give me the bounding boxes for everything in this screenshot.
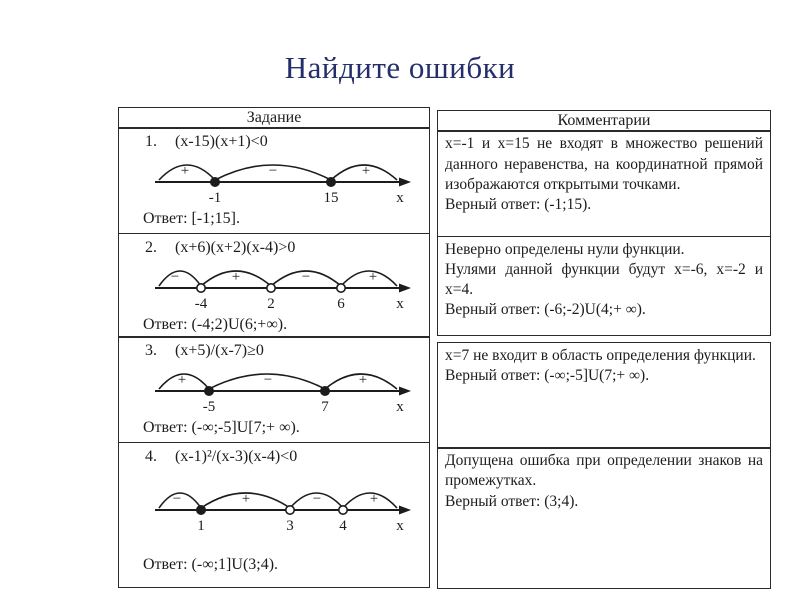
correct-answer-text: Верный ответ: (-1;15).: [445, 195, 592, 213]
point-label: 4: [339, 517, 347, 534]
answer-text: Ответ: (-4;2)U(6;+∞).: [143, 315, 288, 333]
open-point: [286, 505, 294, 513]
problem-formula: (x-1)²/(x-3)(x-4)<0: [175, 447, 298, 465]
interval-sign: −: [263, 372, 273, 389]
number-line-holder: [153, 152, 429, 210]
interval-sign: +: [361, 163, 371, 180]
open-point: [267, 284, 275, 292]
problem-statement: [145, 448, 429, 466]
problem-number: 2.: [145, 238, 157, 256]
point-label: 2: [267, 295, 275, 312]
comment-lines: [445, 451, 763, 491]
comment-row-4: [437, 447, 771, 589]
problem-number: 3.: [145, 342, 157, 360]
interval-sign: +: [368, 268, 378, 285]
comment-text: х=-1 и х=15 не входят в множество решений данного неравенства, на координатной прямой изображаются открытыми точками.: [445, 135, 763, 193]
axis-arrow-icon: [399, 178, 411, 187]
filled-point: [197, 505, 205, 513]
axis-label: x: [396, 190, 404, 207]
point-label: 6: [337, 295, 345, 312]
filled-point: [211, 178, 219, 186]
interval-sign: −: [170, 268, 180, 285]
number-line-holder: [153, 361, 429, 419]
comment-row-1: [437, 130, 771, 237]
point-label: 7: [321, 399, 329, 416]
number-line-svg: [153, 361, 419, 419]
problem-formula: (x+6)(x+2)(x-4)>0: [175, 238, 296, 256]
comment-lines: [445, 134, 763, 194]
filled-point: [321, 387, 329, 395]
point-label: -5: [202, 399, 216, 416]
problem-statement: [145, 239, 429, 257]
interval-sign: +: [369, 490, 379, 507]
interval-sign: −: [268, 163, 278, 180]
number-line-svg: [153, 258, 419, 316]
task-row-1: [118, 127, 430, 234]
point-label: 3: [286, 517, 294, 534]
interval-sign: +: [231, 268, 241, 285]
task-row-2: [118, 233, 430, 338]
interval-sign: −: [301, 268, 311, 285]
answer-text: Ответ: (-∞;1]U(3;4).: [143, 555, 279, 573]
number-line-svg: [153, 152, 419, 210]
interval-arc: [159, 268, 201, 286]
problem-statement: [145, 342, 429, 360]
interval-sign: −: [312, 490, 322, 507]
number-line-svg: [153, 480, 419, 538]
answer-text: Ответ: [-1;15].: [143, 210, 240, 228]
number-line-holder: [153, 258, 429, 316]
comment-table-header: Комментарии: [437, 110, 771, 132]
problem-formula: (x-15)(x+1)<0: [175, 133, 268, 151]
filled-point: [327, 178, 335, 186]
point-label: -4: [194, 295, 208, 312]
interval-sign: +: [358, 372, 368, 389]
comment-lines: [445, 346, 763, 366]
open-point: [339, 505, 347, 513]
problem-formula: (x+5)/(x-7)≥0: [175, 342, 264, 360]
point-label: 1: [197, 517, 205, 534]
interval-sign: +: [177, 372, 187, 389]
interval-sign: −: [172, 490, 182, 507]
problem-statement: [145, 133, 429, 151]
correct-answer-text: Верный ответ: (-∞;-5]U(7;+ ∞).: [445, 366, 650, 384]
interval-sign: +: [180, 163, 190, 180]
comment-lines: [445, 240, 763, 300]
open-point: [337, 284, 345, 292]
task-row-3: [118, 336, 430, 443]
task-table-header: Задание: [118, 107, 430, 129]
number-line-holder: [153, 480, 429, 538]
problem-number: 1.: [145, 133, 157, 151]
comment-text: х=7 не входит в область определения функции.: [445, 346, 756, 364]
correct-answer-text: Верный ответ: (-6;-2)U(4;+ ∞).: [445, 301, 646, 319]
comment-text: Неверно определены нули функции.: [445, 240, 685, 258]
problem-number: 4.: [145, 447, 157, 465]
answer-text: Ответ: (-∞;-5]U[7;+ ∞).: [143, 419, 300, 437]
comment-text: Допущена ошибка при определении знаков на промежутках.: [445, 452, 763, 490]
interval-sign: +: [241, 490, 251, 507]
axis-arrow-icon: [399, 283, 411, 292]
comment-row-3: [437, 342, 771, 449]
axis-label: x: [396, 517, 404, 534]
axis-arrow-icon: [399, 387, 411, 396]
comment-table-body: [437, 130, 771, 589]
comment-text: Нулями данной функции будут х=-6, х=-2 и х=4.: [445, 260, 763, 299]
axis-label: x: [396, 399, 404, 416]
filled-point: [205, 387, 213, 395]
correct-answer-text: Верный ответ: (3;4).: [445, 492, 579, 510]
task-row-4: [118, 442, 430, 588]
comment-row-2: [437, 236, 771, 336]
point-label: -1: [208, 190, 222, 207]
task-table: [118, 107, 430, 588]
axis-label: x: [396, 295, 404, 312]
axis-arrow-icon: [399, 505, 411, 514]
task-table-body: [118, 127, 430, 587]
point-label: 15: [323, 190, 339, 207]
comment-table: [437, 110, 771, 589]
open-point: [197, 284, 205, 292]
page-title: Найдите ошибки: [284, 50, 516, 85]
